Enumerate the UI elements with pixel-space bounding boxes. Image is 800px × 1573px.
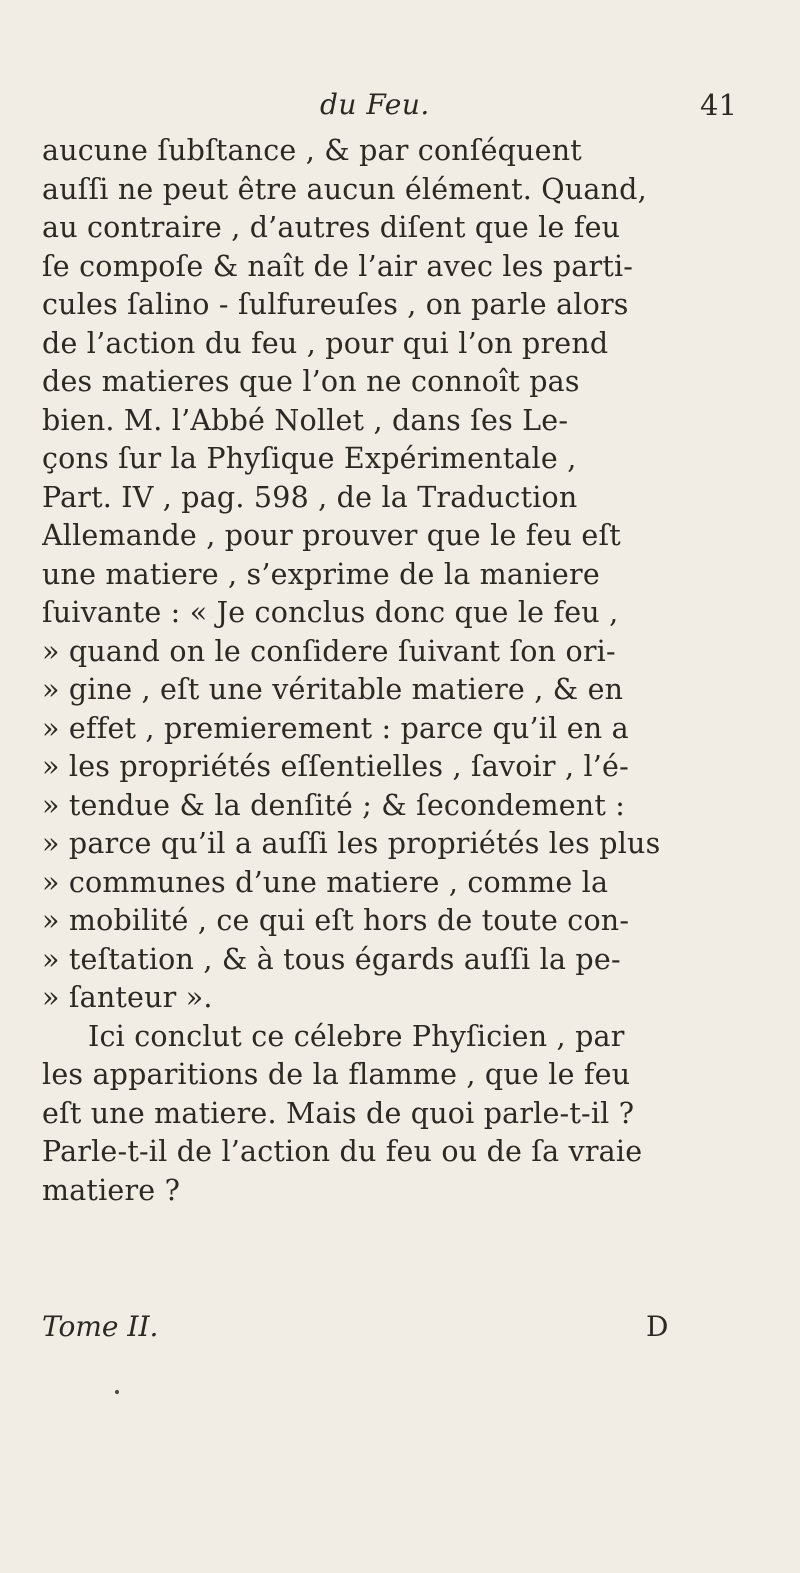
quote-line: » communes d’une matiere , comme la bbox=[42, 865, 609, 899]
text-line: les apparitions de la flamme , que le feu bbox=[42, 1058, 631, 1091]
text-line: une matiere , s’exprime de la maniere bbox=[42, 557, 600, 591]
text-line: ſuivante : « Je conclus donc que le feu , bbox=[42, 596, 619, 629]
text-line: Parle-t-il de l’action du feu ou de ſa vraie bbox=[42, 1135, 643, 1168]
quote-line: » ſanteur ». bbox=[42, 981, 213, 1014]
quote-line: » effet , premierement : parce qu’il en a bbox=[42, 711, 629, 745]
text-line: ſe compoſe & naît de l’air avec les parti- bbox=[42, 249, 634, 283]
text-line: bien. M. l’Abbé Nollet , dans ſes Le- bbox=[42, 403, 569, 437]
ink-speck bbox=[115, 1390, 119, 1394]
quote-line: » quand on le conſidere ſuivant ſon ori- bbox=[42, 634, 616, 668]
text-line: eſt une matiere. Mais de quoi parle-t-il ? bbox=[42, 1096, 635, 1130]
quote-line: » tendue & la denſité ; & ſecondement : bbox=[42, 788, 626, 822]
quote-line: » parce qu’il a auſſi les propriétés les plus bbox=[42, 827, 661, 860]
text-line: auſſi ne peut être aucun élément. Quand, bbox=[42, 172, 647, 206]
text-line: des matieres que l’on ne connoît pas bbox=[42, 365, 580, 398]
text-line: çons ſur la Phyſique Expérimentale , bbox=[42, 442, 577, 475]
page-number: 41 bbox=[700, 88, 737, 122]
text-line: cules ſalino - ſulfureuſes , on parle alors bbox=[42, 288, 629, 321]
volume-signature: Tome II. bbox=[42, 1310, 159, 1343]
text-line: aucune ſubſtance , & par conſéquent bbox=[42, 134, 582, 167]
quote-line: » les propriétés eſſentielles , ſavoir , l’é- bbox=[42, 750, 629, 783]
text-line: de l’action du feu , pour qui l’on prend bbox=[42, 326, 609, 360]
gathering-signature: D bbox=[646, 1310, 669, 1343]
text-line: matiere ? bbox=[42, 1173, 181, 1207]
text-line: Part. IV , pag. 598 , de la Traduction bbox=[42, 480, 578, 514]
text-line: Allemande , pour prouver que le feu eſt bbox=[42, 519, 621, 552]
page-footer bbox=[42, 1310, 780, 1350]
running-title: du Feu. bbox=[320, 88, 430, 121]
quote-line: » mobilité , ce qui eſt hors de toute con- bbox=[42, 904, 630, 937]
text-line: Ici conclut ce célebre Phyſicien , par bbox=[88, 1019, 625, 1053]
body-text bbox=[42, 132, 780, 1210]
text-line: au contraire , d’autres diſent que le feu bbox=[42, 211, 621, 244]
quote-line: » gine , eſt une véritable matiere , & en bbox=[42, 673, 624, 706]
running-head bbox=[0, 88, 800, 128]
quote-line: » teſtation , & à tous égards auſſi la pe- bbox=[42, 942, 621, 976]
